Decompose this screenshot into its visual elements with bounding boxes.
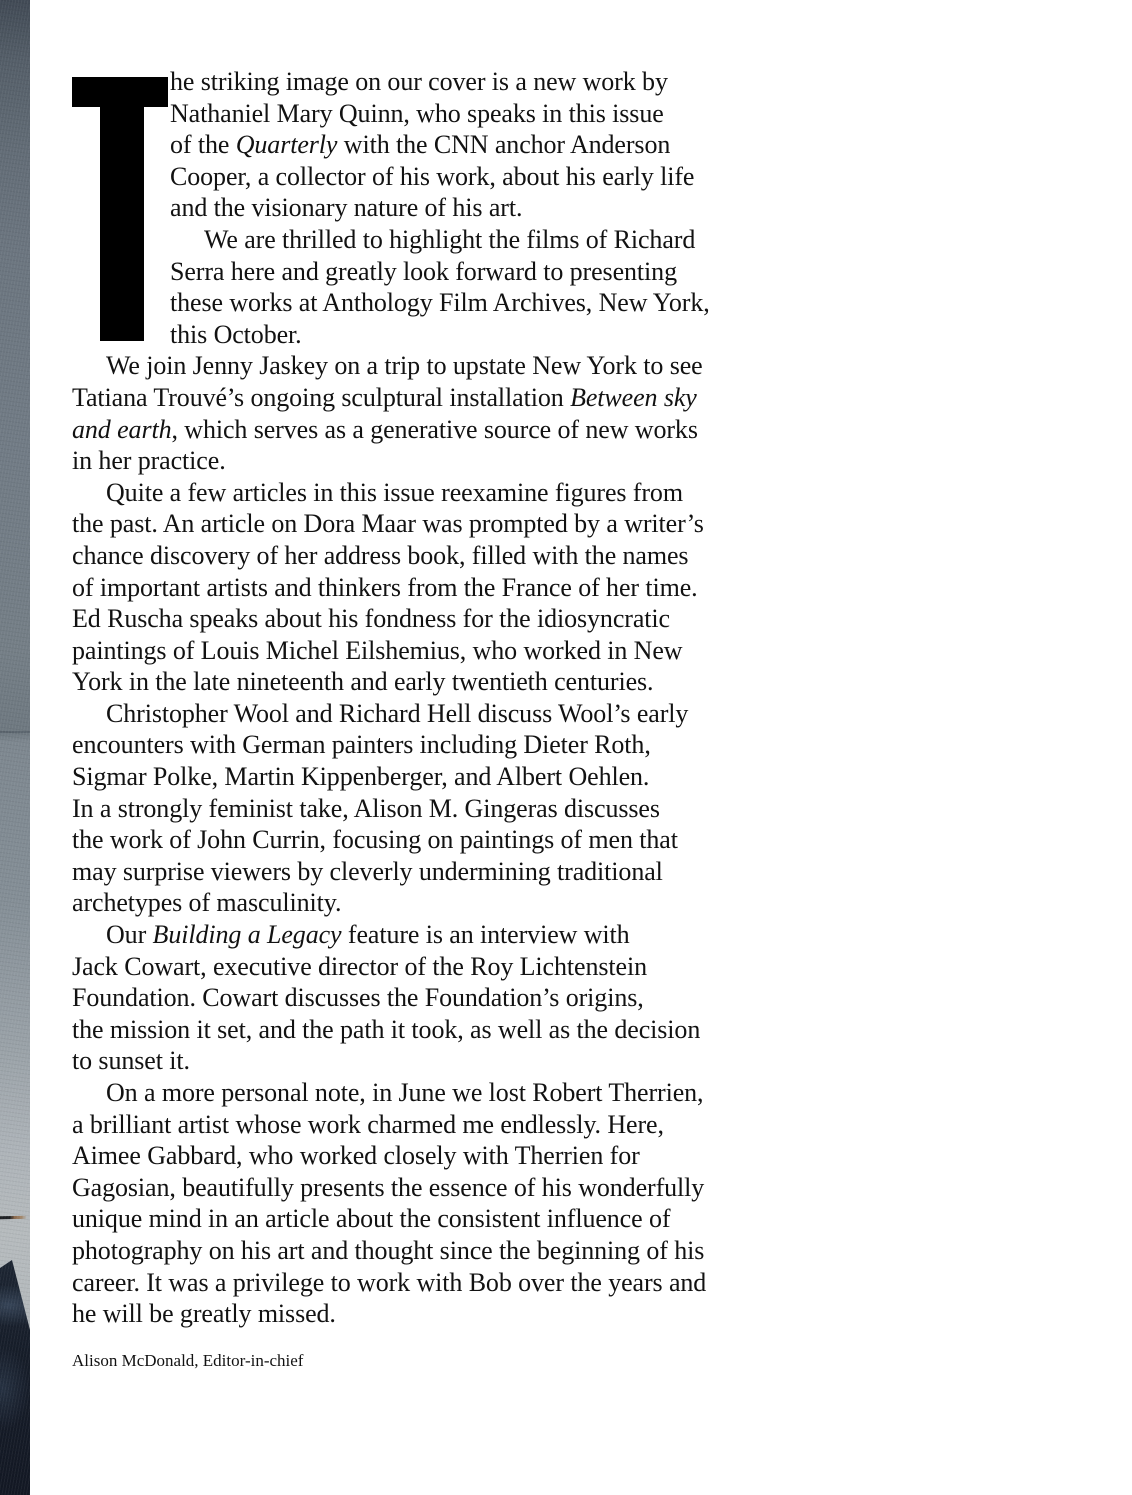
text-line xyxy=(170,224,788,256)
text-segment: Our xyxy=(106,920,153,950)
text-segment: a brilliant artist whose work charmed me endlessly. Here, xyxy=(72,1109,664,1139)
text-segment: Serra here and greatly look forward to presenting xyxy=(170,256,677,286)
text-segment: archetypes of masculinity. xyxy=(72,888,342,918)
text-segment: may surprise viewers by cleverly undermining traditional xyxy=(72,856,663,886)
text-segment: career. It was a privilege to work with Bob over the years and xyxy=(72,1267,707,1297)
text-line xyxy=(72,540,788,572)
dropcap-section xyxy=(72,66,788,350)
signature: Alison McDonald, Editor-in-chief xyxy=(72,1350,304,1370)
text-line xyxy=(72,793,788,825)
editors-letter-text xyxy=(72,66,788,1371)
text-segment: in her practice. xyxy=(72,446,226,476)
text-segment: photography on his art and thought since the beginning of his xyxy=(72,1235,705,1265)
paragraph xyxy=(72,1077,788,1330)
text-segment: he will be greatly missed. xyxy=(72,1299,336,1329)
text-line xyxy=(170,161,788,193)
text-line xyxy=(170,192,788,224)
body-paragraphs xyxy=(72,350,788,1329)
text-line xyxy=(72,1077,788,1109)
italic-text: Quarterly xyxy=(235,130,338,160)
text-segment: Ed Ruscha speaks about his fondness for the idiosyncratic xyxy=(72,604,670,634)
text-line xyxy=(72,666,788,698)
text-line xyxy=(170,66,788,98)
dropcap-wrapped-text xyxy=(72,66,788,350)
text-segment: encounters with German painters including Dieter Roth, xyxy=(72,730,651,760)
text-line xyxy=(72,1140,788,1172)
text-segment: unique mind in an article about the consistent influence of xyxy=(72,1204,671,1234)
text-segment: he striking image on our cover is a new work by xyxy=(170,67,668,96)
paragraph xyxy=(72,477,788,698)
text-segment: the work of John Currin, focusing on paintings of men that xyxy=(72,825,678,855)
paragraph xyxy=(72,66,788,224)
text-line xyxy=(72,887,788,919)
text-segment: of the xyxy=(170,130,236,160)
text-line xyxy=(72,856,788,888)
text-line xyxy=(72,951,788,983)
text-segment: the past. An article on Dora Maar was prompted by a writer’s xyxy=(72,509,704,539)
text-segment: the mission it set, and the path it took, as well as the decision xyxy=(72,1014,701,1044)
text-segment: Cooper, a collector of his work, about his early life xyxy=(170,161,695,191)
text-segment: feature is an interview with xyxy=(341,920,630,950)
drop-cap-letter-T xyxy=(72,77,168,341)
text-line xyxy=(170,129,788,161)
text-line xyxy=(72,1014,788,1046)
text-segment: paintings of Louis Michel Eilshemius, who worked in New xyxy=(72,635,683,665)
text-line xyxy=(72,477,788,509)
text-line xyxy=(72,1109,788,1141)
paragraph xyxy=(72,698,788,919)
text-segment: of important artists and thinkers from the France of her time. xyxy=(72,572,698,602)
text-segment: In a strongly feminist take, Alison M. Gingeras discusses xyxy=(72,793,660,823)
italic-text: and earth xyxy=(72,414,172,444)
text-line xyxy=(72,761,788,793)
text-segment: , which serves as a generative source of new works xyxy=(171,414,698,444)
text-segment: We join Jenny Jaskey on a trip to upstate New York to see xyxy=(106,351,703,381)
text-segment: Nathaniel Mary Quinn, who speaks in this issue xyxy=(170,98,664,128)
text-line xyxy=(72,603,788,635)
text-line xyxy=(72,1267,788,1299)
text-line xyxy=(72,919,788,951)
text-line xyxy=(72,414,788,446)
artwork-seam-line xyxy=(0,731,30,733)
text-segment: Aimee Gabbard, who worked closely with Therrien for xyxy=(72,1141,640,1171)
text-line xyxy=(170,287,788,319)
text-line xyxy=(72,508,788,540)
text-segment: Jack Cowart, executive director of the Roy Lichtenstein xyxy=(72,951,647,981)
text-segment: with the CNN anchor Anderson xyxy=(337,130,671,160)
text-line xyxy=(72,350,788,382)
artwork-dark-shape xyxy=(0,1258,30,1495)
text-segment: Christopher Wool and Richard Hell discuss Wool’s early xyxy=(106,698,689,728)
text-line xyxy=(72,1203,788,1235)
text-line xyxy=(72,1172,788,1204)
drop-cap-stem xyxy=(100,77,144,341)
text-line xyxy=(72,635,788,667)
text-line xyxy=(72,982,788,1014)
text-segment: Quite a few articles in this issue reexamine figures from xyxy=(106,477,683,507)
text-line xyxy=(72,1235,788,1267)
text-line xyxy=(170,98,788,130)
text-segment: these works at Anthology Film Archives, New York, xyxy=(170,288,710,318)
text-line xyxy=(170,256,788,288)
text-segment: On a more personal note, in June we lost Robert Therrien, xyxy=(106,1078,704,1107)
paragraph xyxy=(72,350,788,476)
text-line xyxy=(170,319,788,351)
text-segment: We are thrilled to highlight the films of Richard xyxy=(204,224,696,254)
text-segment: this October. xyxy=(170,319,302,349)
italic-text: Building a Legacy xyxy=(152,920,342,950)
text-segment: to sunset it. xyxy=(72,1046,190,1076)
text-segment: Foundation. Cowart discusses the Foundation’s origins, xyxy=(72,983,644,1013)
text-line xyxy=(72,1045,788,1077)
artwork-accent-line xyxy=(0,1216,27,1219)
text-segment: Tatiana Trouvé’s ongoing sculptural installation xyxy=(72,382,571,412)
text-line xyxy=(72,729,788,761)
italic-text: Between sky xyxy=(570,382,697,412)
left-artwork-edge xyxy=(0,0,30,1495)
text-line xyxy=(72,1298,788,1330)
text-segment: York in the late nineteenth and early twentieth centuries. xyxy=(72,667,654,697)
text-line xyxy=(72,824,788,856)
text-line xyxy=(72,382,788,414)
text-segment: and the visionary nature of his art. xyxy=(170,193,523,223)
text-segment: chance discovery of her address book, filled with the names xyxy=(72,540,689,570)
text-line xyxy=(72,445,788,477)
text-segment: Gagosian, beautifully presents the essence of his wonderfully xyxy=(72,1172,705,1202)
text-segment: Sigmar Polke, Martin Kippenberger, and Albert Oehlen. xyxy=(72,762,650,792)
text-line xyxy=(72,572,788,604)
paragraph xyxy=(72,224,788,350)
text-line xyxy=(72,698,788,730)
paragraph xyxy=(72,919,788,1077)
